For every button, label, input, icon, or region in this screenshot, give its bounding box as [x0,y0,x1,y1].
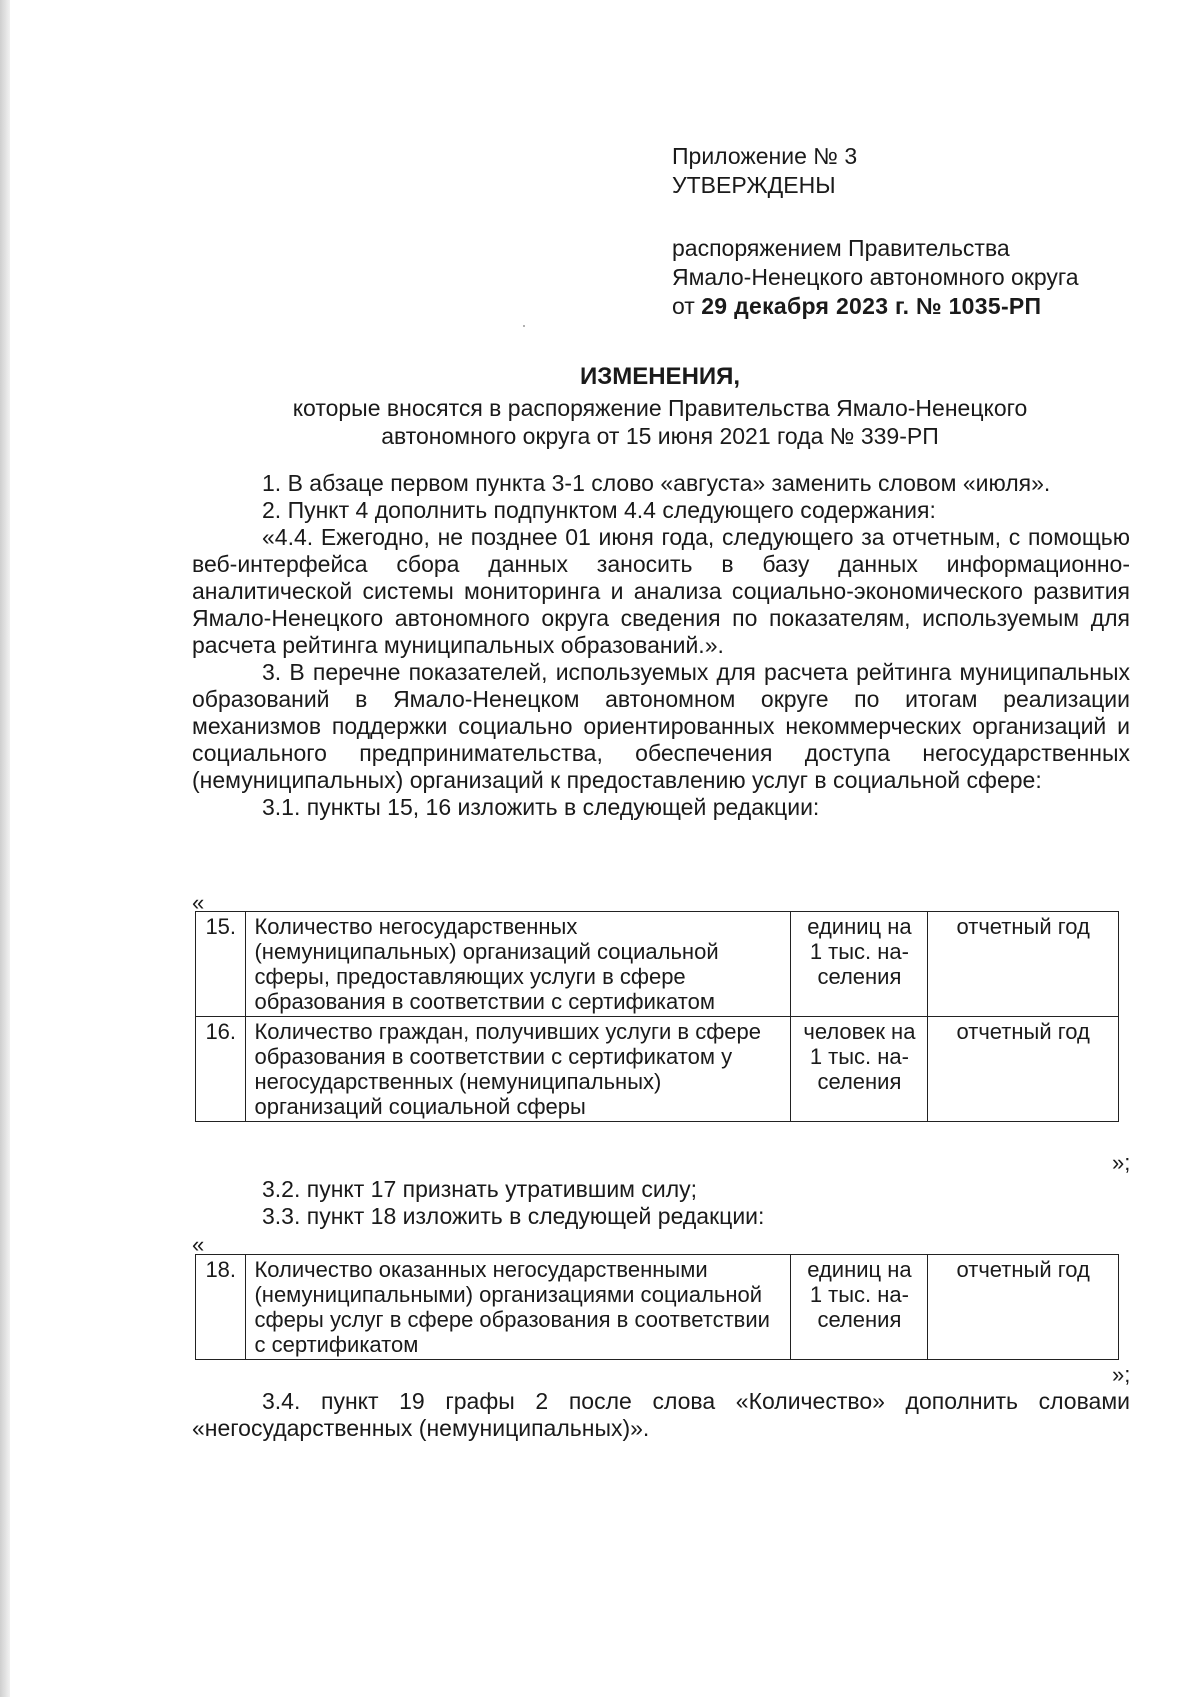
indicators-table-1 [195,911,1119,1122]
row-number: 18. [196,1255,246,1360]
row-number: 16. [196,1017,246,1122]
indicator-period: отчетный год [928,912,1119,1017]
table-row [196,912,1119,1017]
table-row [196,1017,1119,1122]
open-quote-2: « [192,1232,205,1257]
approval-date-line [672,292,1132,321]
indicator-unit: человек на 1 тыс. на-селения [791,1017,928,1122]
approved-by-line1: распоряжением Правительства [672,235,1010,261]
indicator-unit: единиц на 1 тыс. на-селения [791,912,928,1017]
page-edge [0,0,10,1697]
document-title-block [190,362,1130,450]
indicator-name: Количество оказанных негосударственными (немуниципальными) организациями социальной сферы услуг в сфере образования в соответствии с сертификатом [246,1255,791,1360]
indicator-period: отчетный год [928,1255,1119,1360]
indicator-period: отчетный год [928,1017,1119,1122]
open-quote-1: « [192,890,205,915]
close-quote-1: »; [1112,1150,1131,1175]
approved-label: УТВЕРЖДЕНЫ [672,172,836,198]
approved-by-line2: Ямало-Ненецкого автономного округа [672,264,1079,290]
indicator-name: Количество негосударственных (немуниципальных) организаций социальной сферы, предоставляющих услуги в сфере образования в соответствии с сертификатом [246,912,791,1017]
paragraph-8: 3.4. пункт 19 графы 2 после слова «Количество» дополнить словами «негосударственных (немуниципальных)». [192,1388,1130,1441]
document-body-final [192,1388,1130,1442]
paragraph-6: 3.2. пункт 17 признать утратившим силу; [262,1176,698,1202]
paragraph-4: 3. В перечне показателей, используемых для расчета рейтинга муниципальных образований в Ямало-Ненецком автономном округе по итогам реализации механизмов поддержки социально ориентированных некоммерческих организаций и социального предпринимательства, обеспечения доступа негосударственных (немуниципальных) организаций к предоставлению услуг в социальной сфере: [192,659,1130,793]
document-title: ИЗМЕНЕНИЯ, [579,363,741,390]
paragraph-1: 1. В абзаце первом пункта 3-1 слово «августа» заменить словом «июля». [262,470,1051,496]
document-subtitle-line2: автономного округа от 15 июня 2021 года № 339-РП [381,423,939,449]
approval-header [672,142,1132,321]
paragraph-5: 3.1. пункты 15, 16 изложить в следующей редакции: [262,794,820,820]
row-number: 15. [196,912,246,1017]
document-subtitle-line1: которые вносятся в распоряжение Правительства Ямало-Ненецкого [292,395,1028,421]
table-row [196,1255,1119,1360]
scan-speck [523,325,525,327]
document-body-continued [192,1176,1130,1230]
paragraph-2: 2. Пункт 4 дополнить подпунктом 4.4 следующего содержания: [262,497,936,523]
approval-date: 29 декабря 2023 г. № 1035-РП [701,293,1042,319]
paragraph-7: 3.3. пункт 18 изложить в следующей редакции: [262,1203,765,1229]
paragraph-3: «4.4. Ежегодно, не позднее 01 июня года, следующего за отчетным, с помощью веб-интерфейса сбора данных заносить в базу данных информационно-аналитической системы мониторинга и анализа социально-экономического развития Ямало-Ненецкого автономного округа сведения по показателям, используемым для расчета рейтинга муниципальных образований.». [192,524,1130,658]
appendix-label: Приложение № 3 [672,143,858,169]
indicator-unit: единиц на 1 тыс. на-селения [791,1255,928,1360]
close-quote-2: »; [1112,1362,1131,1387]
document-body [192,470,1130,821]
date-prefix: от [672,293,695,319]
indicator-name: Количество граждан, получивших услуги в сфере образования в соответствии с сертификатом у негосударственных (немуниципальных) организаций социальной сферы [246,1017,791,1122]
indicators-table-2 [195,1254,1119,1360]
